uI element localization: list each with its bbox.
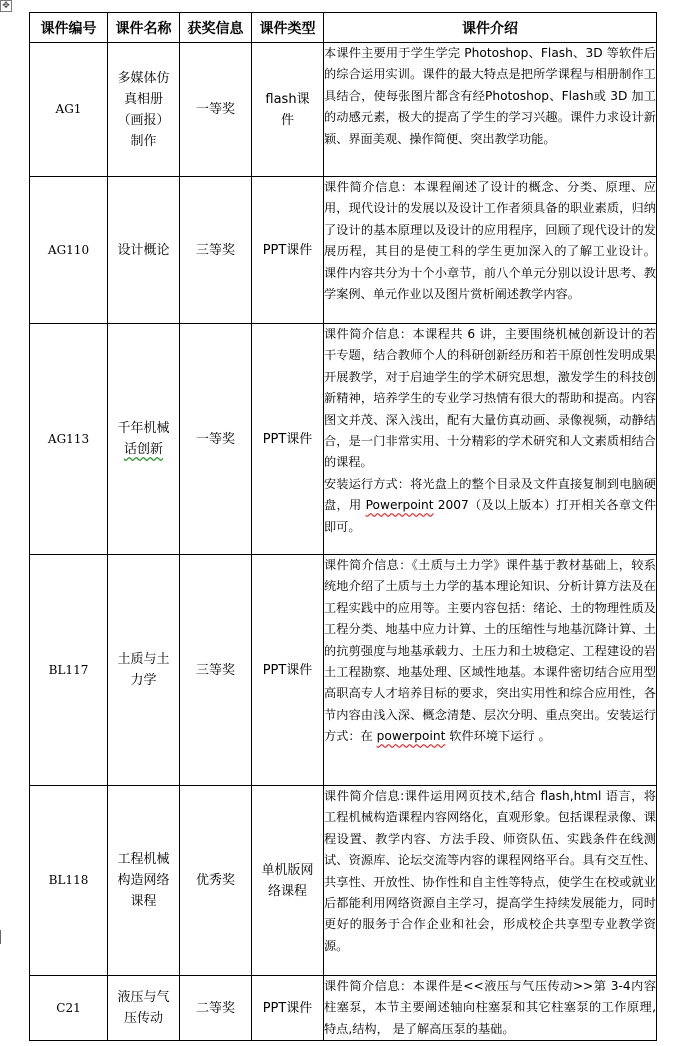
table-row (30, 43, 657, 177)
header-intro: 课件介绍 (324, 13, 657, 43)
install-text: 安装运行方式：将光盘上的整个目录及文件直接复制到电脑硬盘，用 (324, 476, 656, 513)
courseware-table (29, 12, 657, 1041)
cell-name (108, 324, 180, 555)
cell-code: C21 (30, 976, 108, 1041)
spellcheck-word: powerpoint (376, 729, 446, 744)
cell-type: PPT课件 (252, 324, 324, 555)
intro-text-end: 软件环境下运行 。 (445, 729, 551, 744)
install-paragraph (324, 474, 656, 538)
cell-type: PPT课件 (252, 177, 324, 324)
cell-intro: 本课件主要用于学生学完 Photoshop、Flash、3D 等软件后的综合运用实训。课件的最大特点是把所学课程与相册制作工具结合，使每张图片都含有经Photoshop、Flash或 3D 加工的动感元素，极大的提高了学生的学习兴趣。课件力求设计新颖、界面美观、操作简便、突出教学功能。 (324, 43, 657, 177)
header-row (30, 13, 657, 43)
cell-code: BL117 (30, 555, 108, 786)
cell-award: 一等奖 (180, 324, 252, 555)
cell-award: 一等奖 (180, 43, 252, 177)
margin-marker (0, 930, 1, 944)
table-move-handle-icon[interactable]: ✥ (0, 0, 12, 12)
spellcheck-word: Powerpoint (365, 498, 434, 513)
cell-intro (324, 324, 657, 555)
cell-type: 单机版网络课程 (252, 786, 324, 976)
cell-award: 三等奖 (180, 177, 252, 324)
cell-code: BL118 (30, 786, 108, 976)
cell-name: 多媒体仿真相册（画报）制作 (108, 43, 180, 177)
cell-award: 优秀奖 (180, 786, 252, 976)
cell-intro: 课件简介信息:课件运用网页技术,结合 flash,html 语言，将工程机械构造课程内容网络化，直观形象。包括课程录像、课程设置、教学内容、方法手段、师资队伍、实践条件在线测试、资源库、论坛交流等内容的课程网络平台。具有交互性、共享性、开放性、协作性和自主性等特点，使学生在校或就业后都能利用网络资源自主学习，提高学生持续发展能力，同时更好的服务于合作企业和社会，形成校企共享型专业教学资源。 (324, 786, 657, 976)
cell-award: 三等奖 (180, 555, 252, 786)
cell-name: 液压与气压传动 (108, 976, 180, 1041)
header-award: 获奖信息 (180, 13, 252, 43)
cell-name-part: 千年机械 (117, 421, 170, 436)
cell-award: 二等奖 (180, 976, 252, 1041)
intro-text: 课件简介信息：《土质与土力学》课件基于教材基础上，较系统地介绍了土质与土力学的基本理论知识、分析计算方法及在工程实践中的应用等。主要内容包括：绪论、土的物理性质及工程分类、地基中应力计算、土的压缩性与地基沉降计算、土的抗剪强度与地基承载力、土压力和土坡稳定、工程建设的岩土工程勘察、地基处理、区域性地基。本课件密切结合应用型高职高专人才培养目标的要求，突出实用性和综合应用性，各节内容由浅入深、概念清楚、层次分明、重点突出。安装运行方式：在 (324, 558, 656, 744)
intro-paragraph: 课件简介信息：本课程共 6 讲，主要围绕机械创新设计的若干专题，结合教师个人的科研创新经历和若干原创性发明成果开展教学，对于启迪学生的学术研究思想，激发学生的科技创新精神，培养学生的专业学习热情有很大的帮助和提高。内容图文并茂、深入浅出，配有大量仿真动画、录像视频，动静结合，是一门非常实用、十分精彩的学术研究和人文素质相结合的课程。 (324, 327, 656, 470)
cell-code: AG113 (30, 324, 108, 555)
table-row (30, 786, 657, 976)
header-name: 课件名称 (108, 13, 180, 43)
install-text-end: 2007（及以上版本）打开相关各章文件即可。 (324, 498, 657, 534)
cell-code: AG110 (30, 177, 108, 324)
table-row (30, 324, 657, 555)
table-row (30, 555, 657, 786)
table-row (30, 177, 657, 324)
cell-type: PPT课件 (252, 976, 324, 1041)
cell-intro (324, 555, 657, 786)
cell-name: 土质与土力学 (108, 555, 180, 786)
cell-intro: 课件简介信息：本课件是<<液压与气压传动>>第 3-4内容柱塞泵，本节主要阐述轴向柱塞泵和其它柱塞泵的工作原理,特点,结构， 是了解高压泵的基础。 (324, 976, 657, 1041)
header-type: 课件类型 (252, 13, 324, 43)
cell-type: flash课件 (252, 43, 324, 177)
cell-intro: 课件简介信息：本课程阐述了设计的概念、分类、原理、应用，现代设计的发展以及设计工作者须具备的职业素质，归纳了设计的基本原理以及设计的应用程序，回顾了现代设计的发展历程，其目的是使工科的学生更加深入的了解工业设计。 课件内容共分为十个小章节，前八个单元分别以设计思考、教学案例、单元作业以及图片赏析阐述教学内容。 (324, 177, 657, 324)
cell-name: 工程机械构造网络课程 (108, 786, 180, 976)
cell-name: 设计概论 (108, 177, 180, 324)
cell-type: PPT课件 (252, 555, 324, 786)
cell-code: AG1 (30, 43, 108, 177)
table-row (30, 976, 657, 1041)
header-code: 课件编号 (30, 13, 108, 43)
cell-name-marked: 话创新 (123, 442, 163, 457)
